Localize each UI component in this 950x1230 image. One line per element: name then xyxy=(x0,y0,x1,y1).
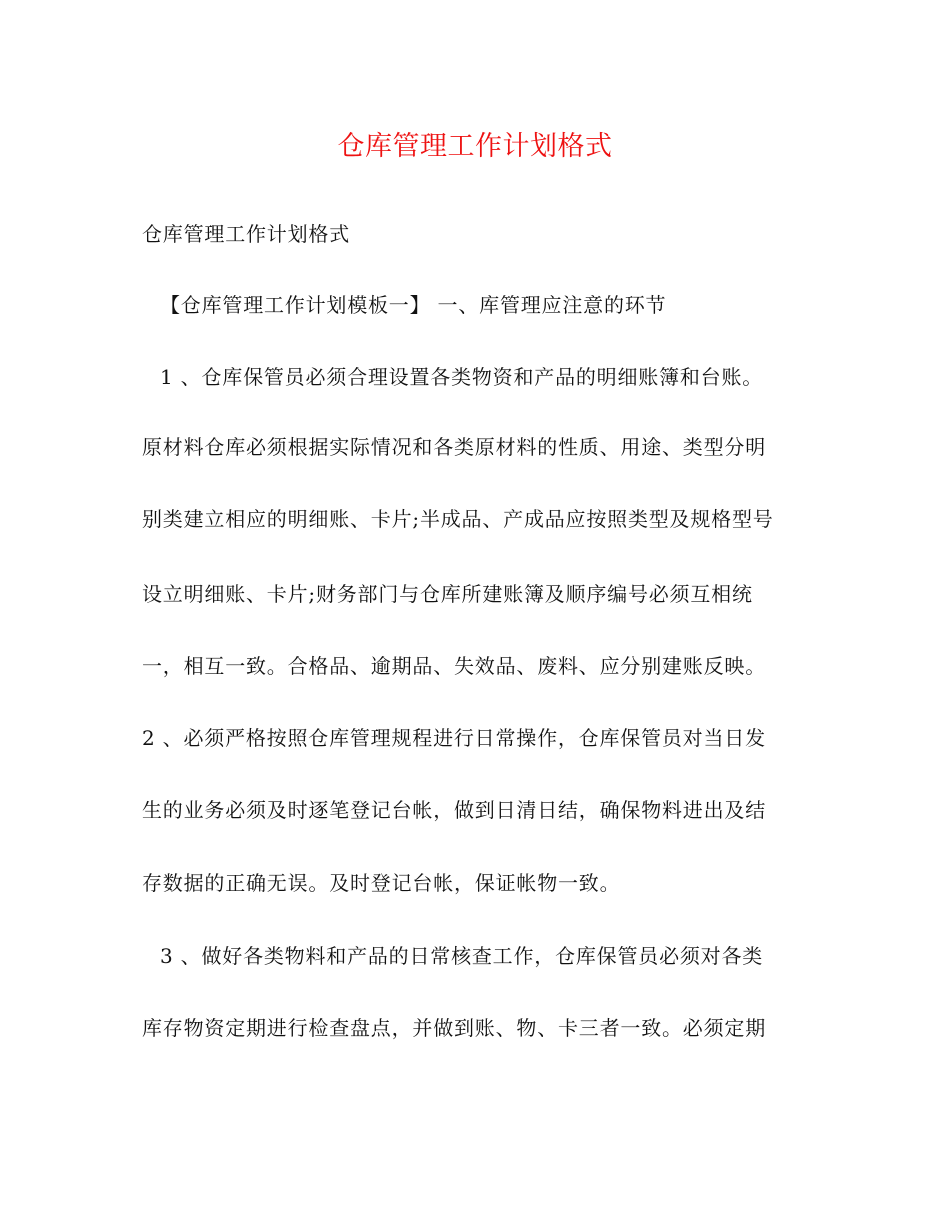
paragraph-line: 生的业务必须及时逐笔登记台帐，做到日清日结，确保物料进出及结 xyxy=(142,798,766,822)
paragraph-line: 【仓库管理工作计划模板一】 一、库管理应注意的环节 xyxy=(160,293,667,317)
paragraph-line: 1 、仓库保管员必须合理设置各类物资和产品的明细账簿和台账。 xyxy=(160,365,764,389)
paragraph-line: 原材料仓库必须根据实际情况和各类原材料的性质、用途、类型分明 xyxy=(142,435,766,459)
paragraph-line: 一，相互一致。合格品、逾期品、失效品、废料、应分别建账反映。 xyxy=(142,654,766,678)
paragraph-line: 3 、做好各类物料和产品的日常核查工作，仓库保管员必须对各类 xyxy=(160,944,764,968)
document-title: 仓库管理工作计划格式 xyxy=(337,131,613,162)
paragraph-line: 仓库管理工作计划格式 xyxy=(142,222,350,246)
paragraph-line: 别类建立相应的明细账、卡片;半成品、产成品应按照类型及规格型号 xyxy=(142,507,774,531)
paragraph-line: 库存物资定期进行检查盘点，并做到账、物、卡三者一致。必须定期 xyxy=(142,1016,766,1040)
paragraph-line: 2 、必须严格按照仓库管理规程进行日常操作，仓库保管员对当日发 xyxy=(142,726,766,750)
paragraph-line: 存数据的正确无误。及时登记台帐，保证帐物一致。 xyxy=(142,871,621,895)
paragraph-line: 设立明细账、卡片;财务部门与仓库所建账簿及顺序编号必须互相统 xyxy=(142,582,753,606)
